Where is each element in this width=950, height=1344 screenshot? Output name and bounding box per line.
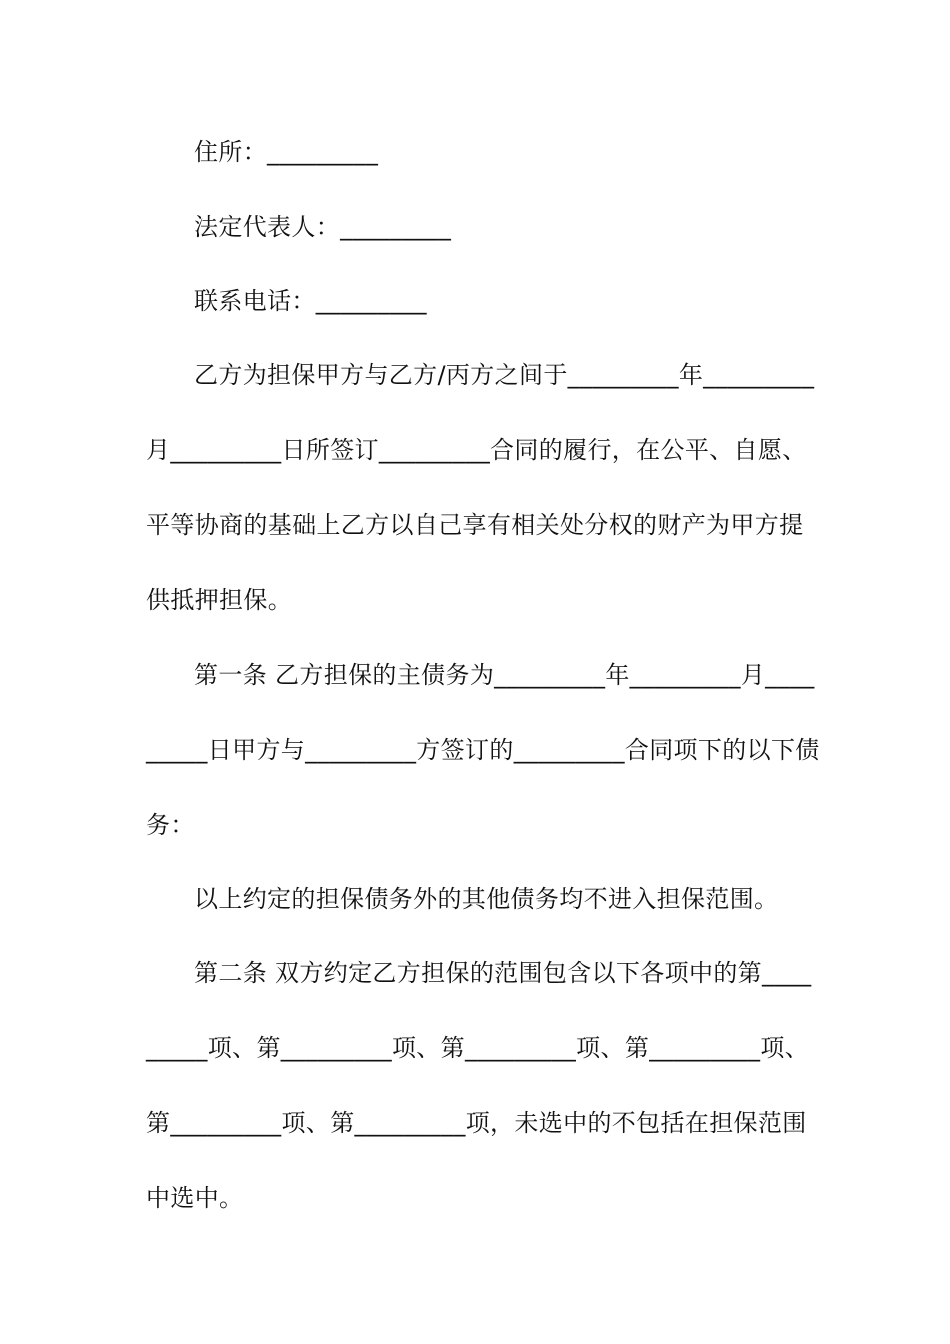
paragraph-line: 乙方为担保甲方与乙方/丙方之间于_________年_________ — [194, 361, 815, 389]
legal-representative-line: 法定代表人：_________ — [194, 213, 452, 241]
paragraph-line: 平等协商的基础上乙方以自己享有相关处分权的财产为甲方提 — [146, 511, 804, 539]
article-one-line: 第一条 乙方担保的主债务为_________年_________月____ — [194, 661, 815, 689]
article-two-line: _____项、第_________项、第_________项、第_________项、 — [146, 1034, 810, 1062]
contact-phone-line: 联系电话：_________ — [194, 287, 427, 315]
article-one-line: 务： — [146, 811, 195, 839]
article-two-line: 第_________项、第_________项，未选中的不包括在担保范围 — [146, 1109, 807, 1137]
article-two-line: 第二条 双方约定乙方担保的范围包含以下各项中的第____ — [194, 959, 812, 987]
address-line: 住所：_________ — [194, 138, 379, 166]
paragraph-line: 供抵押担保。 — [146, 586, 293, 614]
article-two-line: 中选中。 — [146, 1184, 244, 1212]
article-one-line: _____日甲方与_________方签订的_________合同项下的以下债 — [146, 736, 820, 764]
scope-exclusion-line: 以上约定的担保债务外的其他债务均不进入担保范围。 — [194, 885, 779, 913]
paragraph-line: 月_________日所签订_________合同的履行，在公平、自愿、 — [146, 436, 807, 464]
